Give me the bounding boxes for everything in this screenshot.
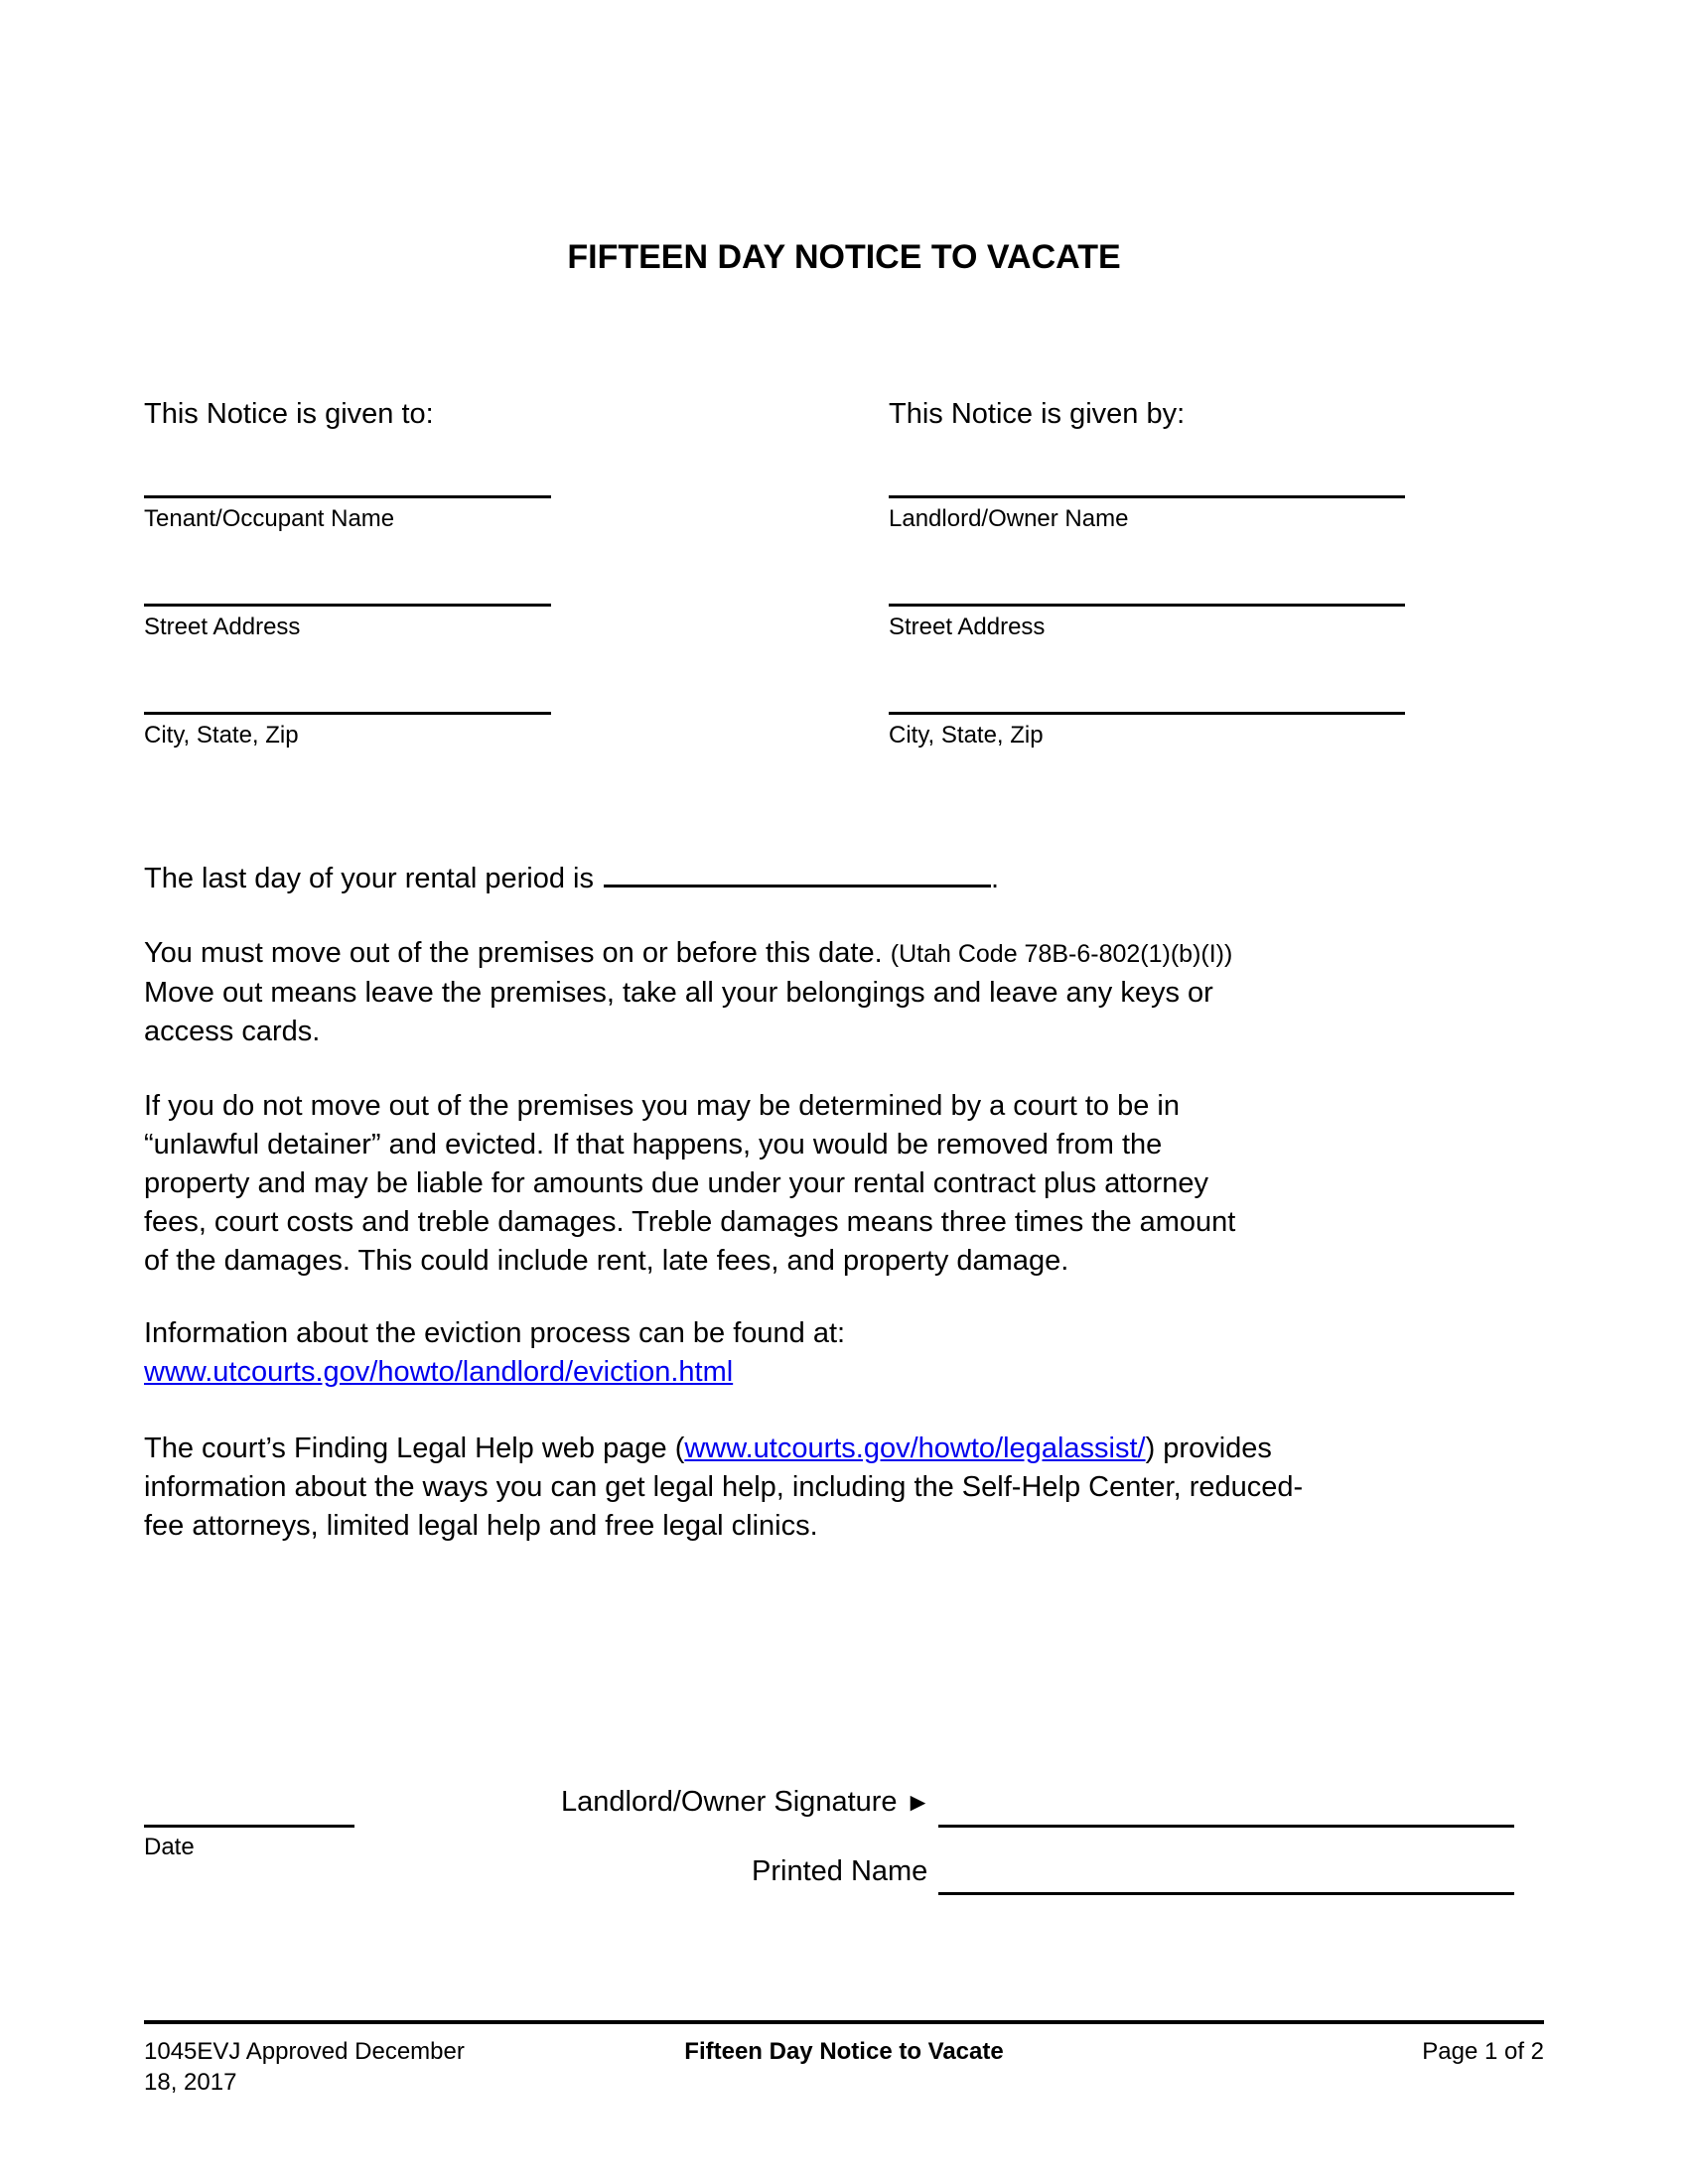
move-out-line-3: access cards. bbox=[144, 1016, 321, 1047]
tenant-name-field bbox=[144, 495, 889, 534]
move-out-paragraph bbox=[144, 934, 1499, 1051]
landlord-signature-line bbox=[938, 1825, 1514, 1828]
tenant-name-line bbox=[144, 495, 551, 498]
arrow-right-icon: ► bbox=[905, 1787, 931, 1817]
landlord-city-state-zip-field bbox=[889, 712, 1544, 751]
landlord-street-address-line bbox=[889, 604, 1405, 607]
notice-to-heading: This Notice is given to: bbox=[144, 398, 434, 430]
landlord-street-address-label: Street Address bbox=[889, 614, 1046, 640]
legal-help-line-2: information about the ways you can get legal help, including the Self-Help Center, reduced- bbox=[144, 1471, 1304, 1503]
landlord-city-state-zip-line bbox=[889, 712, 1405, 715]
notice-by-section bbox=[889, 395, 1544, 751]
footer-page-number: Page 1 of 2 bbox=[1422, 2038, 1544, 2065]
detainer-line-5: of the damages. This could include rent, late fees, and property damage. bbox=[144, 1245, 1069, 1277]
page-title: FIFTEEN DAY NOTICE TO VACATE bbox=[567, 238, 1121, 276]
detainer-line-3: property and may be liable for amounts due under your rental contract plus attorney bbox=[144, 1167, 1208, 1199]
date-line bbox=[144, 1825, 354, 1828]
signature-section bbox=[144, 1786, 1544, 1925]
detainer-line-4: fees, court costs and treble damages. Treble damages means three times the amount bbox=[144, 1206, 1236, 1238]
eviction-process-link[interactable]: www.utcourts.gov/howto/landlord/eviction.html bbox=[144, 1356, 734, 1388]
rental-period-sentence bbox=[144, 855, 1544, 898]
detainer-line-1: If you do not move out of the premises you may be determined by a court to be in bbox=[144, 1090, 1180, 1122]
legal-help-text-post: ) provides bbox=[1145, 1433, 1272, 1464]
unlawful-detainer-paragraph bbox=[144, 1087, 1499, 1281]
detainer-line-2: “unlawful detainer” and evicted. If that happens, you would be removed from the bbox=[144, 1129, 1163, 1160]
legal-assist-link[interactable]: www.utcourts.gov/howto/legalassist/ bbox=[684, 1433, 1146, 1464]
move-out-line-2: Move out means leave the premises, take all your belongings and leave any keys or bbox=[144, 977, 1213, 1009]
legal-help-paragraph bbox=[144, 1430, 1499, 1546]
eviction-info-paragraph bbox=[144, 1314, 1499, 1392]
notice-by-heading: This Notice is given by: bbox=[889, 398, 1186, 430]
utah-code-citation: (Utah Code 78B-6-802(1)(b)(I)) bbox=[890, 940, 1233, 968]
printed-name-line bbox=[938, 1892, 1514, 1895]
date-label: Date bbox=[144, 1834, 195, 1860]
tenant-city-state-zip-field bbox=[144, 712, 889, 751]
printed-name-label: Printed Name bbox=[752, 1855, 928, 1887]
landlord-street-address-field bbox=[889, 604, 1544, 642]
tenant-street-address-label: Street Address bbox=[144, 614, 301, 640]
legal-help-line-3: fee attorneys, limited legal help and free legal clinics. bbox=[144, 1510, 818, 1542]
rental-period-prefix: The last day of your rental period is bbox=[144, 863, 594, 894]
landlord-city-state-zip-label: City, State, Zip bbox=[889, 722, 1044, 749]
landlord-signature-label: Landlord/Owner Signature bbox=[561, 1786, 898, 1818]
rental-period-blank-line bbox=[604, 855, 991, 887]
tenant-name-label: Tenant/Occupant Name bbox=[144, 505, 395, 532]
footer-title: Fifteen Day Notice to Vacate bbox=[684, 2038, 1004, 2065]
tenant-street-address-line bbox=[144, 604, 551, 607]
page-footer bbox=[144, 2020, 1544, 2098]
landlord-name-label: Landlord/Owner Name bbox=[889, 505, 1129, 532]
landlord-name-field bbox=[889, 495, 1544, 534]
move-out-sentence: You must move out of the premises on or before this date. bbox=[144, 937, 883, 969]
tenant-city-state-zip-line bbox=[144, 712, 551, 715]
landlord-name-line bbox=[889, 495, 1405, 498]
legal-help-text-pre: The court’s Finding Legal Help web page ( bbox=[144, 1433, 685, 1464]
eviction-info-text: Information about the eviction process can be found at: bbox=[144, 1317, 846, 1349]
tenant-city-state-zip-label: City, State, Zip bbox=[144, 722, 299, 749]
parties-section bbox=[144, 395, 1544, 751]
tenant-street-address-field bbox=[144, 604, 889, 642]
footer-form-id: 1045EVJ Approved December 18, 2017 bbox=[144, 2038, 465, 2096]
notice-to-section bbox=[144, 395, 889, 751]
rental-period-suffix: . bbox=[990, 863, 1000, 894]
